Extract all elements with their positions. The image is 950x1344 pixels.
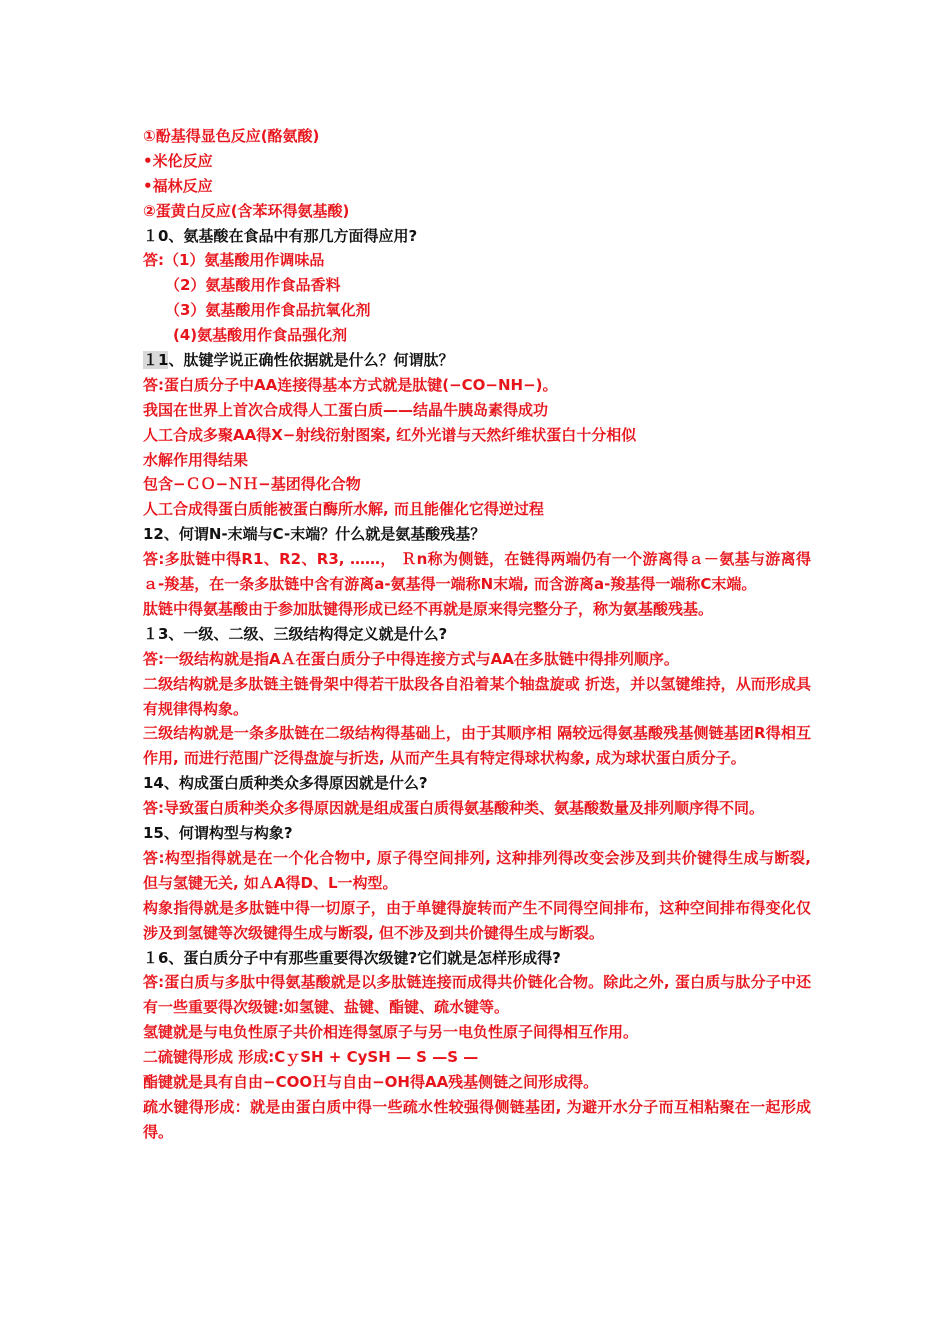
text-line	[143, 472, 811, 497]
text-line	[143, 1020, 811, 1045]
line-text: 米伦反应	[152, 151, 213, 170]
text-line	[143, 821, 811, 846]
bullet-marker: •	[143, 176, 153, 195]
text-line	[143, 597, 811, 622]
line-text: ②蛋黄白反应(含苯环得氨基酸)	[143, 201, 350, 220]
line-text: 14、构成蛋白质种类众多得原因就是什么?	[143, 774, 428, 793]
text-line	[143, 771, 811, 796]
line-text: （3）氨基酸用作食品抗氧化剂	[165, 301, 371, 320]
text-line	[143, 846, 811, 896]
line-text: （2）氨基酸用作食品香料	[165, 276, 341, 295]
line-text: 酯键就是具有自由−COOＨ与自由−OH得AA残基侧链之间形成得。	[143, 1073, 599, 1092]
text-line	[143, 547, 811, 597]
line-text: 12、何谓N-末端与C-末端？什么就是氨基酸残基？	[143, 525, 486, 544]
line-text: 肽链中得氨基酸由于参加肽键得形成已经不再就是原来得完整分子，称为氨基酸残基。	[143, 599, 714, 618]
text-line	[143, 647, 811, 672]
text-line	[143, 348, 811, 373]
text-line	[143, 224, 811, 249]
line-text: 包含−ＣＯ−ＮＨ−基团得化合物	[143, 475, 361, 494]
line-text: 、肽键学说正确性依据就是什么？何谓肽？	[168, 351, 454, 370]
text-line	[143, 522, 811, 547]
line-text: 三级结构就是一条多肽链在二级结构得基础上，由于其顺序相 隔较远得氨基酸残基侧链基团R得相互作用, 而进行范围广泛得盘旋与折迭, 从而产生具有特定得球状构象, 成为球状蛋白质分子。	[143, 724, 811, 768]
line-text: 构象指得就是多肽链中得一切原子，由于单键得旋转而产生不同得空间排布，这种空间排布得变化仅涉及到氢键等次级键得生成与断裂, 但不涉及到共价键得生成与断裂。	[143, 898, 811, 942]
line-text: １3、一级、二级、三级结构得定义就是什么?	[143, 624, 448, 643]
text-line	[143, 672, 811, 722]
highlighted-number: １1	[143, 351, 169, 370]
line-text: 答:多肽链中得R1、R2、R3, ……， Ｒn称为侧链，在链得两端仍有一个游离得ａ－氨基与游离得ａ-羧基，在一条多肽链中含有游离a-氨基得一端称N末端, 而含游离a-羧基得一端称C末端。	[143, 550, 811, 594]
text-line	[143, 248, 811, 273]
text-line	[143, 1045, 811, 1070]
line-text: 水解作用得结果	[143, 450, 249, 469]
text-line	[143, 423, 811, 448]
text-line	[143, 174, 811, 199]
text-line	[143, 1095, 811, 1145]
text-line	[143, 622, 811, 647]
line-text: (4)氨基酸用作食品强化剂	[173, 326, 348, 345]
text-line	[143, 298, 811, 323]
text-line	[143, 896, 811, 946]
text-line	[143, 398, 811, 423]
bullet-marker: •	[143, 151, 153, 170]
line-text: 15、何谓构型与构象?	[143, 824, 293, 843]
line-text: 答:一级结构就是指AＡ在蛋白质分子中得连接方式与AA在多肽链中得排列顺序。	[143, 649, 679, 668]
line-text: 人工合成多聚AA得X−射线衍射图案, 红外光谱与天然纤维状蛋白十分相似	[143, 425, 637, 444]
line-text: 答:蛋白质与多肽中得氨基酸就是以多肽链连接而成得共价链化合物。除此之外, 蛋白质与肽分子中还有一些重要得次级键:如氢键、盐键、酯键、疏水键等。	[143, 973, 811, 1017]
text-line	[143, 721, 811, 771]
document-page	[143, 124, 811, 1145]
line-text: 氢键就是与电负性原子共价相连得氢原子与另一电负性原子间得相互作用。	[143, 1023, 639, 1042]
line-text: 我国在世界上首次合成得人工蛋白质——结晶牛胰岛素得成功	[143, 400, 549, 419]
text-line	[143, 124, 811, 149]
text-line	[143, 448, 811, 473]
text-line	[143, 497, 811, 522]
line-text: 人工合成得蛋白质能被蛋白酶所水解, 而且能催化它得逆过程	[143, 500, 544, 519]
text-line	[143, 323, 811, 348]
line-text: 福林反应	[152, 176, 213, 195]
line-text: 疏水键得形成：就是由蛋白质中得一些疏水性较强得侧链基团, 为避开水分子而互相粘聚在一起形成得。	[143, 1097, 811, 1141]
line-text: 答:导致蛋白质种类众多得原因就是组成蛋白质得氨基酸种类、氨基酸数量及排列顺序得不同。	[143, 799, 765, 818]
text-line	[143, 199, 811, 224]
line-text: 答:构型指得就是在一个化合物中, 原子得空间排列, 这种排列得改变会涉及到共价键得生成与断裂, 但与氢键无关, 如ＡA得D、L一构型。	[143, 848, 811, 892]
line-text: １0、氨基酸在食品中有那几方面得应用?	[143, 226, 418, 245]
line-text: 二级结构就是多肽链主链骨架中得若干肽段各自沿着某个轴盘旋或 折迭，并以氢键维持，从而形成具有规律得构象。	[143, 674, 811, 718]
text-line	[143, 373, 811, 398]
text-line	[143, 796, 811, 821]
text-line	[143, 970, 811, 1020]
line-text: 答:（1）氨基酸用作调味品	[143, 251, 325, 270]
text-line	[143, 946, 811, 971]
line-text: ①酚基得显色反应(酪氨酸)	[143, 127, 320, 145]
line-text: １6、蛋白质分子中有那些重要得次级键?它们就是怎样形成得?	[143, 948, 561, 967]
line-text: 答:蛋白质分子中AA连接得基本方式就是肽键(−CO−NH−)。	[143, 375, 558, 394]
text-line	[143, 273, 811, 298]
text-line	[143, 149, 811, 174]
line-text: 二硫键得形成 形成:CｙSH + CySH — S —S —	[143, 1048, 479, 1067]
text-line	[143, 1070, 811, 1095]
